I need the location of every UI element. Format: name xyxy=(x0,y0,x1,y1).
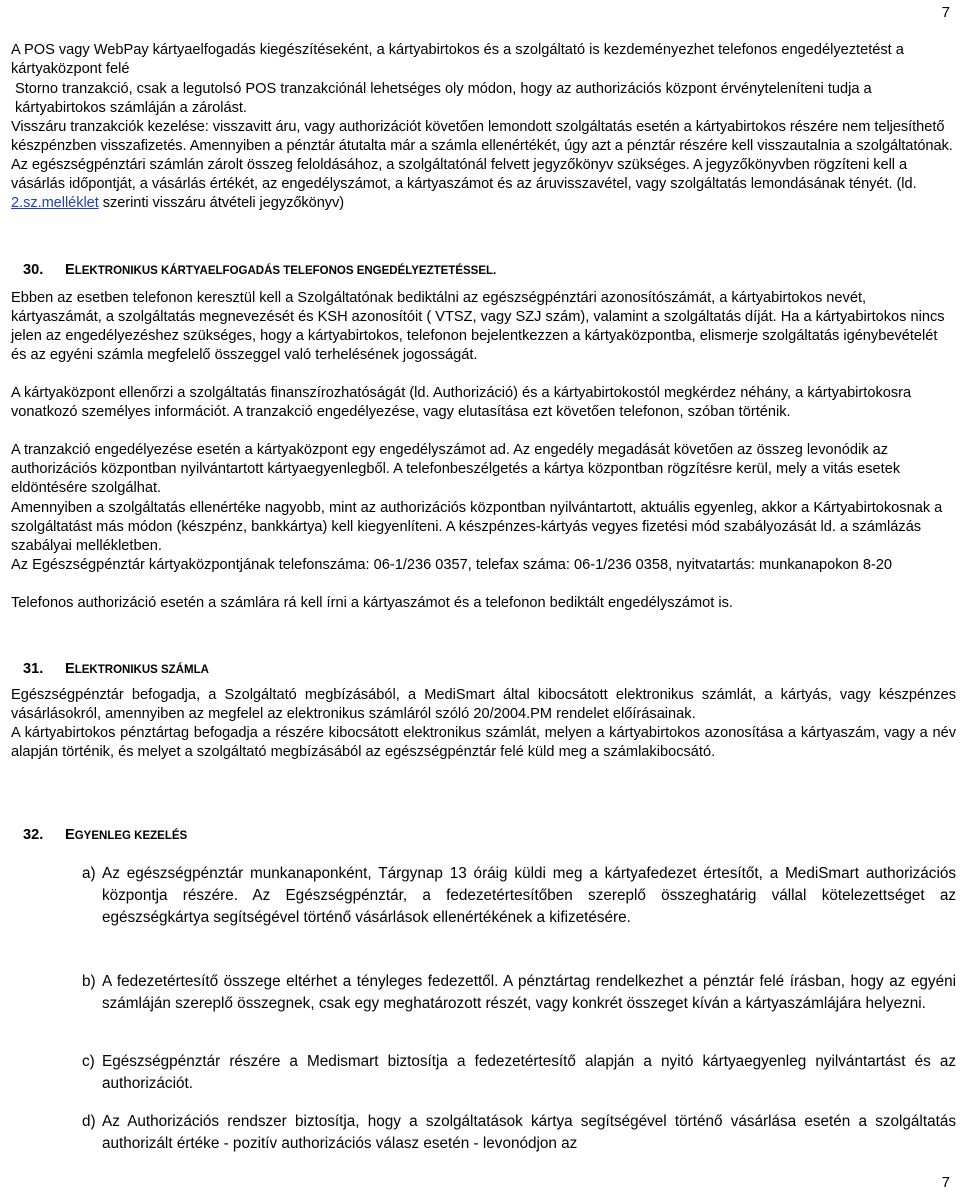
list-marker: a) xyxy=(82,865,96,882)
section-31-number: 31. xyxy=(23,661,44,677)
list-item xyxy=(82,863,956,929)
section-30-number: 30. xyxy=(23,262,44,278)
section-32-title-first: E xyxy=(65,827,75,843)
list-item xyxy=(82,971,956,1015)
section-30-paragraph: A tranzakció engedélyezése esetén a kártyaközpont egy engedélyszámot ad. Az engedély megadását követően az összeg levonódik az authorizációs központban nyilvántartott kártyaegyenlegből. A telefonbeszélgetés a kártya központban rögzítésre kerül, mely a vitás esetek eldöntésére szolgálhat. xyxy=(11,442,901,496)
list-marker: b) xyxy=(82,973,96,990)
list-item xyxy=(82,1051,956,1095)
section-31-title-rest: LEKTRONIKUS SZÁMLA xyxy=(74,664,209,676)
section-30-paragraph: Telefonos authorizáció esetén a számlára rá kell írni a kártyaszámot és a telefonon bediktált engedélyszámot is. xyxy=(11,595,733,611)
intro-paragraph-storno: Storno tranzakció, csak a legutolsó POS tranzakciónál lehetséges oly módon, hogy az authorizációs központ érvényteleníteni tudja a kártyabirtokos számláján a zárolást. xyxy=(15,81,872,116)
list-item-text: Az Authorizációs rendszer biztosítja, hogy a szolgáltatások kártya segítségével történő vásárlása esetén a szolgáltatás authorizált értéke - pozitív authorizációs válasz esetén - levonódjon az xyxy=(102,1113,956,1152)
section-30-title-first: E xyxy=(65,262,75,278)
page-number-top: 7 xyxy=(941,4,950,21)
list-marker: d) xyxy=(82,1113,96,1130)
section-32-number: 32. xyxy=(23,827,44,843)
section-30-heading xyxy=(23,261,496,281)
intro-paragraph-visszaru xyxy=(11,118,956,213)
section-31-paragraph: A kártyabirtokos pénztártag befogadja a részére kibocsátott elektronikus számlát, melyen a kártyabirtokos azonosítása a kártyaszám, vagy a név alapján történik, és melyet a szolgáltató megbízásából az egészségpénztár felé küld meg a számlakibocsátó. xyxy=(11,725,956,760)
section-30-paragraph: Ebben az esetben telefonon keresztül kell a Szolgáltatónak bediktálni az egészségpénztári azonosítószámát, a kártyabirtokos nevét, kártyaszámát, a szolgáltatás megnevezését és KSH azonosítóit ( VTSZ, vagy SZJ szám), valamint a szolgáltatás díját. Ha a kártyabirtokos nincs jelen az engedélyezéshez szükséges, hogy a kártyabirtokos, telefonon bejelentkezzen a kártyaközpontba, elismerje szolgáltatás igénybevételét és az egyéni számla megfelelő összeggel való terhelésének jogosságát. xyxy=(11,290,945,363)
melleklet-link[interactable]: melléklet xyxy=(41,195,99,211)
section-30-paragraph: Amennyiben a szolgáltatás ellenértéke nagyobb, mint az authorizációs központban nyilvántartott, aktuális egyenleg, akkor a Kártyabirtokosnak a szolgáltatást más módon (készpénz, bankkártya) kell kiegyenlíteni. A készpénzes-kártyás vegyes fizetési mód szabályozását ld. a számlázás szabályai mellékletben. xyxy=(11,500,943,554)
list-item-text: A fedezetértesítő összege eltérhet a tényleges fedezettől. A pénztártag rendelkezhet a pénztár felé írásban, hogy az egyéni számláján szereplő összegnek, csak egy meghatározott részét, vagy konkrét összeget kíván a kártyaszámlájára helyezni. xyxy=(102,973,956,1012)
section-30-title-rest: LEKTRONIKUS KÁRTYAELFOGADÁS TELEFONOS ENGEDÉLYEZTETÉSSEL. xyxy=(74,265,497,277)
section-31-heading xyxy=(23,660,209,680)
visszaru-tail: szerinti visszáru átvételi jegyzőkönyv) xyxy=(98,195,345,211)
intro-paragraph-pos-webpay: A POS vagy WebPay kártyaelfogadás kiegészítéseként, a kártyabirtokos és a szolgáltató is kezdeményezhet telefonos engedélyeztetést a kártyaközpont felé xyxy=(11,42,904,77)
list-item-text: Az egészségpénztár munkanaponként, Tárgynap 13 óráig küldi meg a kártyafedezet értesítőt, a MediSmart authorizációs központja részére. Az Egészségpénztár, a fedezetértesítőben szereplő összeghatárig vállal kötelezettséget az egészségkártya segítségével történő vásárlások ellenértékének a kifizetésére. xyxy=(102,865,956,926)
section-32-heading xyxy=(23,826,187,846)
list-marker: c) xyxy=(82,1053,95,1070)
visszaru-text: Visszáru tranzakciók kezelése: visszavitt áru, vagy authorizációt követően lemondott szolgáltatás esetén a kártyabirtokos részére nem teljesíthető készpénzben visszafizetés. Amennyiben a pénztár átutalta már a számla ellenértékét, úgy azt a pénztár részére kell visszautalnia a szolgáltatónak. Az egészségpénztári számlán zárolt összeg feloldásához, a szolgáltatónál felvett jegyzőkönyv szükséges. A jegyzőkönyvben rögzíteni kell a vásárlás időpontját, a vásárlás értékét, az engedélyszámot, a kártyaszámot és az áruvisszavétel, vagy szolgáltatás lemondásának tényét. (ld. xyxy=(11,119,953,192)
section-30-paragraph: A kártyaközpont ellenőrzi a szolgáltatás finanszírozhatóságát (ld. Authorizáció) és a kártyabirtokostól megkérdez néhány, a kártyabirtokosra vonatkozó személyes információt. A tranzakció engedélyezése, vagy elutasítása ezt követően telefonon, szóban történik. xyxy=(11,385,912,420)
page-number-bottom: 7 xyxy=(941,1174,950,1191)
section-30-paragraph-phone: Az Egészségpénztár kártyaközpontjának telefonszáma: 06-1/236 0357, telefax száma: 06-1/236 0358, nyitvatartás: munkanapokon 8-20 xyxy=(11,557,893,573)
appendix-2-link[interactable]: 2.sz. xyxy=(11,195,42,211)
section-32-title-rest: GYENLEG KEZELÉS xyxy=(74,830,188,842)
section-31-title-first: E xyxy=(65,661,75,677)
list-item xyxy=(82,1111,956,1155)
list-item-text: Egészségpénztár részére a Medismart biztosítja a fedezetértesítő alapján a nyitó kártyaegyenleg nyilvántartást és az authorizációt. xyxy=(102,1053,956,1092)
section-31-paragraph: Egészségpénztár befogadja, a Szolgáltató megbízásából, a MediSmart által kibocsátott elektronikus számlát, a kártyás, vagy készpénzes vásárlásokról, amennyiben az megfelel az elektronikus számláról szóló 20/2004.PM rendelet előírásainak. xyxy=(11,687,956,722)
